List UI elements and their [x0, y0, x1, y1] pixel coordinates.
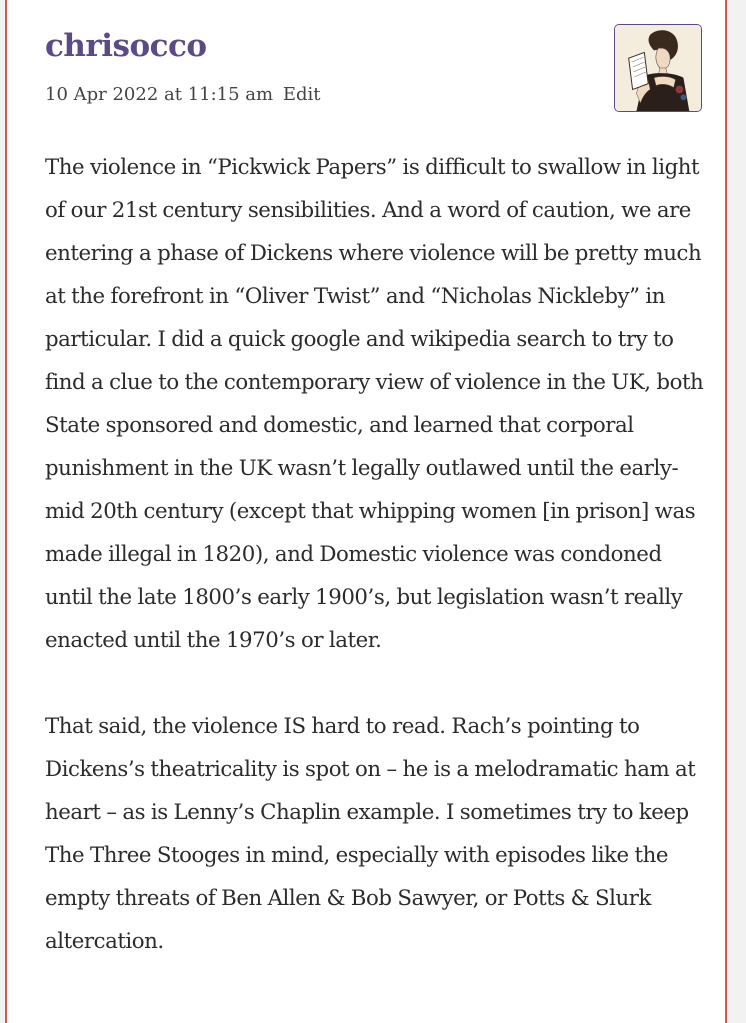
comment-card: [5, 0, 727, 1023]
comment-paragraph-2: That said, the violence IS hard to read. Rach’s pointing to Dickens’s theatricality is spot on – he is a melodramatic ham at heart – as is Lenny’s Chaplin example. I sometimes try to keep The Three Stooges in mind, especially with episodes like the empty threats of Ben Allen & Bob Sawyer, or Potts & Slurk altercation.: [45, 714, 696, 954]
comment-date-link[interactable]: 10 Apr 2022 at 11:15 am: [45, 84, 274, 105]
vintage-reading-woman-avatar-icon: [615, 25, 701, 111]
comment-author-link[interactable]: chrisocco: [45, 28, 207, 64]
comment-meta: [45, 84, 320, 105]
avatar[interactable]: [614, 24, 702, 112]
comment-body: [45, 146, 711, 963]
edit-link[interactable]: Edit: [282, 84, 321, 105]
comment-paragraph-1: The violence in “Pickwick Papers” is difficult to swallow in light of our 21st century sensibilities. And a word of caution, we are entering a phase of Dickens where violence will be pretty much at the forefront in “Oliver Twist” and “Nicholas Nickleby” in particular. I did a quick google and wikipedia search to try to find a clue to the contemporary view of violence in the UK, both State sponsored and domestic, and learned that corporal punishment in the UK wasn’t legally outlawed until the early-mid 20th century (except that whipping women [in prison] was made illegal in 1820), and Domestic violence was condoned until the late 1800’s early 1900’s, but legislation wasn’t really enacted until the 1970’s or later.: [45, 155, 704, 653]
